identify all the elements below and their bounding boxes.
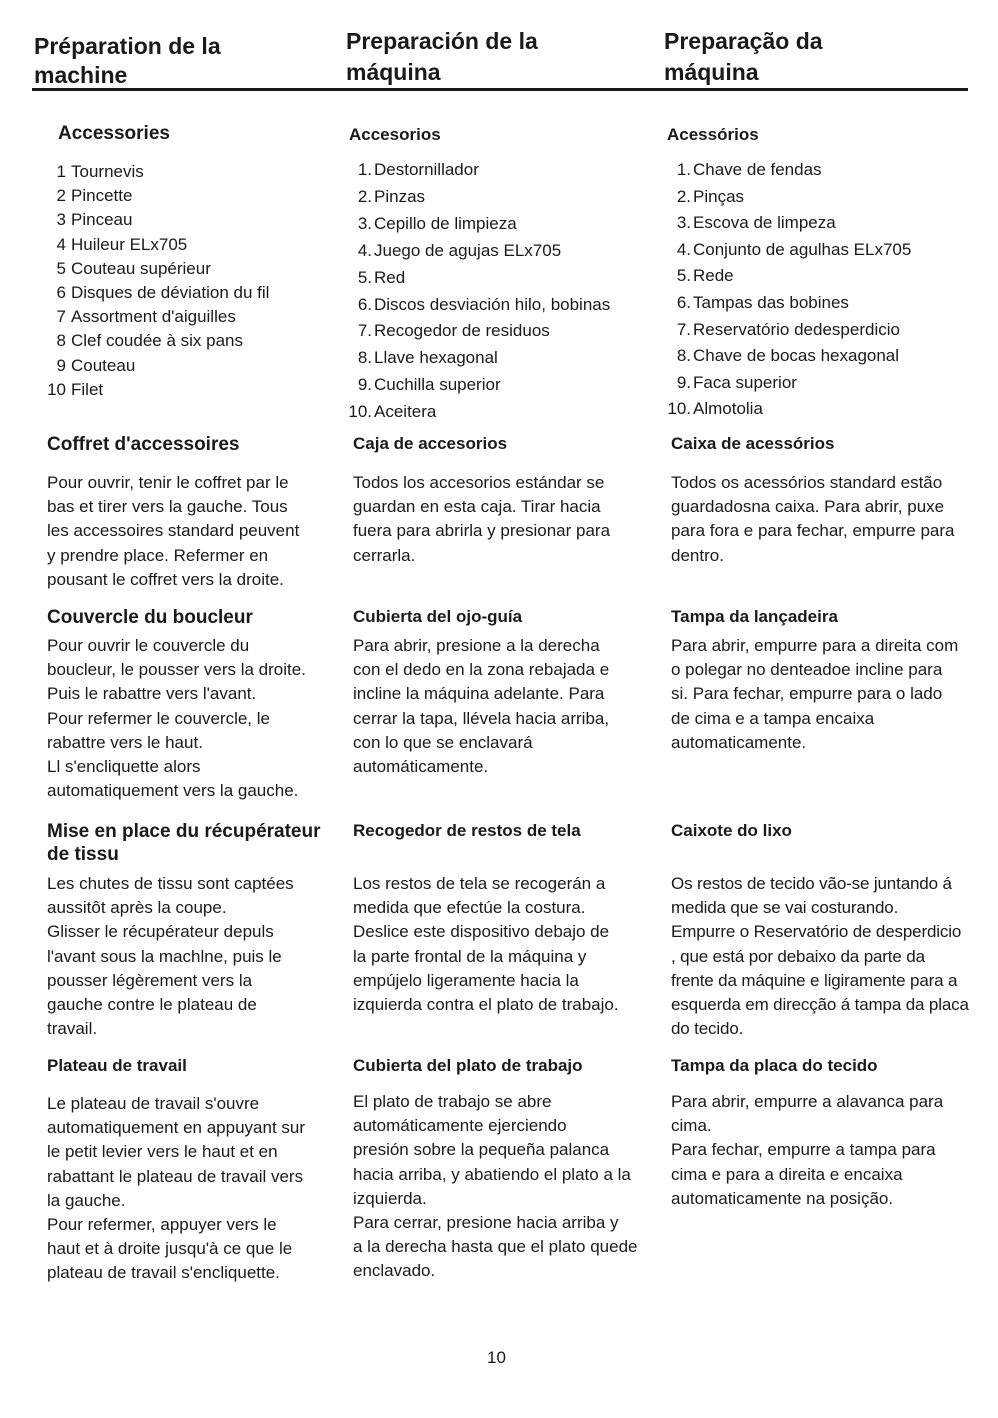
list-item: 4. Conjunto de agulhas ELx705 — [676, 239, 912, 259]
list-item: 8. Chave de bocas hexagonal — [676, 346, 900, 366]
list-item: 9. Faca superior — [676, 372, 797, 392]
list-item: 5. Rede — [676, 266, 734, 286]
es-case-text: Todos los accesorios estándar se guardan en esta caja. Tirar hacia fuera para abrirla y presionar para cerrarla. — [353, 473, 611, 565]
es-accessories-heading: Accesorios — [349, 125, 441, 144]
fr-catcher-text: Les chutes de tissu sont captées aussitôt après la coupe. Glisser le récupérateur depuls l'avant sous la machlne, puis le pousser légèrement vers la gauche contre le plateau de travail. — [47, 874, 294, 1039]
list-item: 2. Pinças — [676, 186, 745, 206]
es-catcher-text: Los restos de tela se recogerán a medida que efectúe la costura. Deslice este dispositivo debajo de la parte frontal de la máquina y empújelo ligeramente hacia la izquierda contra el plato de trabajo. — [353, 874, 619, 1015]
list-item: 4 Huileur ELx705 — [56, 234, 188, 254]
list-item: 5 Couteau supérieur — [56, 258, 211, 278]
list-item: 3 Pinceau — [56, 210, 133, 230]
pt-accessories-heading: Acessórios — [667, 125, 759, 144]
list-item: 1. Destornillador — [357, 160, 479, 179]
pt-cover-text: Para abrir, empurre para a direita com o polegar no denteadoe incline para si. Para fechar, empurre para o lado de cima e a tampa encaixa automaticamente. — [671, 636, 959, 752]
pt-cover-heading: Tampa da lançadeira — [671, 607, 838, 626]
es-case-heading: Caja de accesorios — [353, 434, 508, 453]
list-item: 6. Tampas das bobines — [676, 292, 849, 312]
list-item: 7 Assortment d'aiguilles — [56, 307, 236, 327]
title-french: Préparation de la machine — [34, 33, 221, 88]
list-item: 10. Aceitera — [348, 402, 437, 422]
fr-accessories-heading: Accessories — [58, 123, 170, 144]
list-item: 10. Almotolia — [667, 399, 763, 419]
list-item: 9 Couteau — [56, 355, 136, 375]
fr-case-text: Pour ouvrir, tenir le coffret par le bas et tirer vers la gauche. Tous les accessoires standard peuvent y prendre place. Refermer en pousant le coffret vers la droite. — [47, 473, 300, 589]
list-item: 2 Pincette — [56, 186, 133, 206]
list-item: 3. Escova de limpeza — [676, 213, 836, 233]
list-item: 3. Cepillo de limpieza — [357, 213, 517, 233]
title-spanish: Preparación de la máquina — [346, 28, 538, 85]
fr-cover-text: Pour ouvrir le couvercle du boucleur, le pousser vers la droite. Puis le rabattre vers l'avant. Pour refermer le couvercle, le rabattre vers le haut. Ll s'encliquette alors automatiquement vers la gauche. — [47, 636, 306, 801]
pt-case-text: Todos os acessórios standard estão guardadosna caixa. Para abrir, puxe para fora e para fechar, empurre para dentro. — [671, 473, 955, 565]
list-item: 1 Tournevis — [56, 162, 144, 181]
list-item: 4. Juego de agujas ELx705 — [357, 240, 562, 260]
list-item: 7. Reservatório dedesperdicio — [676, 319, 900, 339]
title-portuguese: Preparação da máquina — [664, 28, 823, 85]
list-item: 2. Pinzas — [357, 186, 426, 206]
fr-case-heading: Coffret d'accessoires — [47, 434, 240, 455]
fr-catcher-heading: Mise en place du récupérateur de tissu — [47, 821, 321, 865]
es-cover-heading: Cubierta del ojo-guía — [353, 607, 523, 626]
list-item: 1. Chave de fendas — [676, 160, 822, 179]
page-number: 10 — [487, 1348, 506, 1367]
header-divider — [32, 88, 968, 91]
list-item: 8. Llave hexagonal — [357, 348, 498, 368]
es-plate-text: El plato de trabajo se abre automáticamente ejerciendo presión sobre la pequeña palanca hacia arriba, y abatiendo el plato a la izquierda. Para cerrar, presione hacia arriba y a la derecha hasta que el plato quede enclavado. — [353, 1092, 638, 1281]
list-item: 6 Disques de déviation du fil — [56, 283, 270, 303]
es-accessories-list — [343, 157, 610, 426]
es-cover-text: Para abrir, presione a la derecha con el dedo en la zona rebajada e incline la máquina adelante. Para cerrar la tapa, llévela hacia arriba, con lo que se enclavará automáticamente. — [353, 636, 610, 777]
fr-accessories-list — [40, 160, 269, 402]
pt-catcher-heading: Caixote do lixo — [671, 821, 792, 840]
fr-plate-heading: Plateau de travail — [47, 1056, 187, 1075]
list-item: 8 Clef coudée à six pans — [56, 331, 243, 351]
list-item: 9. Cuchilla superior — [357, 375, 501, 395]
pt-case-heading: Caixa de acessórios — [671, 434, 835, 453]
es-plate-heading: Cubierta del plato de trabajo — [353, 1056, 583, 1075]
es-catcher-heading: Recogedor de restos de tela — [353, 821, 581, 840]
pt-plate-heading: Tampa da placa do tecido — [671, 1056, 878, 1075]
list-item: 10 Filet — [47, 379, 104, 399]
pt-plate-text: Para abrir, empurre a alavanca para cima. Para fechar, empurre a tampa para cima e para a direita e encaixa automaticamente na posição. — [671, 1092, 944, 1208]
list-item: 5. Red — [357, 267, 406, 287]
pt-accessories-list — [662, 157, 911, 423]
fr-cover-heading: Couvercle du boucleur — [47, 607, 253, 628]
fr-plate-text: Le plateau de travail s'ouvre automatiquement en appuyant sur le petit levier vers le haut et en rabattant le plateau de travail vers la gauche. Pour refermer, appuyer vers le haut et à droite jusqu'à ce que le plateau de travail s'encliquette. — [47, 1094, 306, 1283]
pt-catcher-text: Os restos de tecido vão-se juntando á medida que se vai costurando. Empurre o Reservatório de desperdicio , que está por debaixo da parte da frente da máquine e ligiramente para a esquerda em direcção á tampa da placa do tecido. — [671, 874, 969, 1039]
list-item: 7. Recogedor de residuos — [357, 321, 550, 341]
list-item: 6. Discos desviación hilo, bobinas — [357, 294, 611, 314]
